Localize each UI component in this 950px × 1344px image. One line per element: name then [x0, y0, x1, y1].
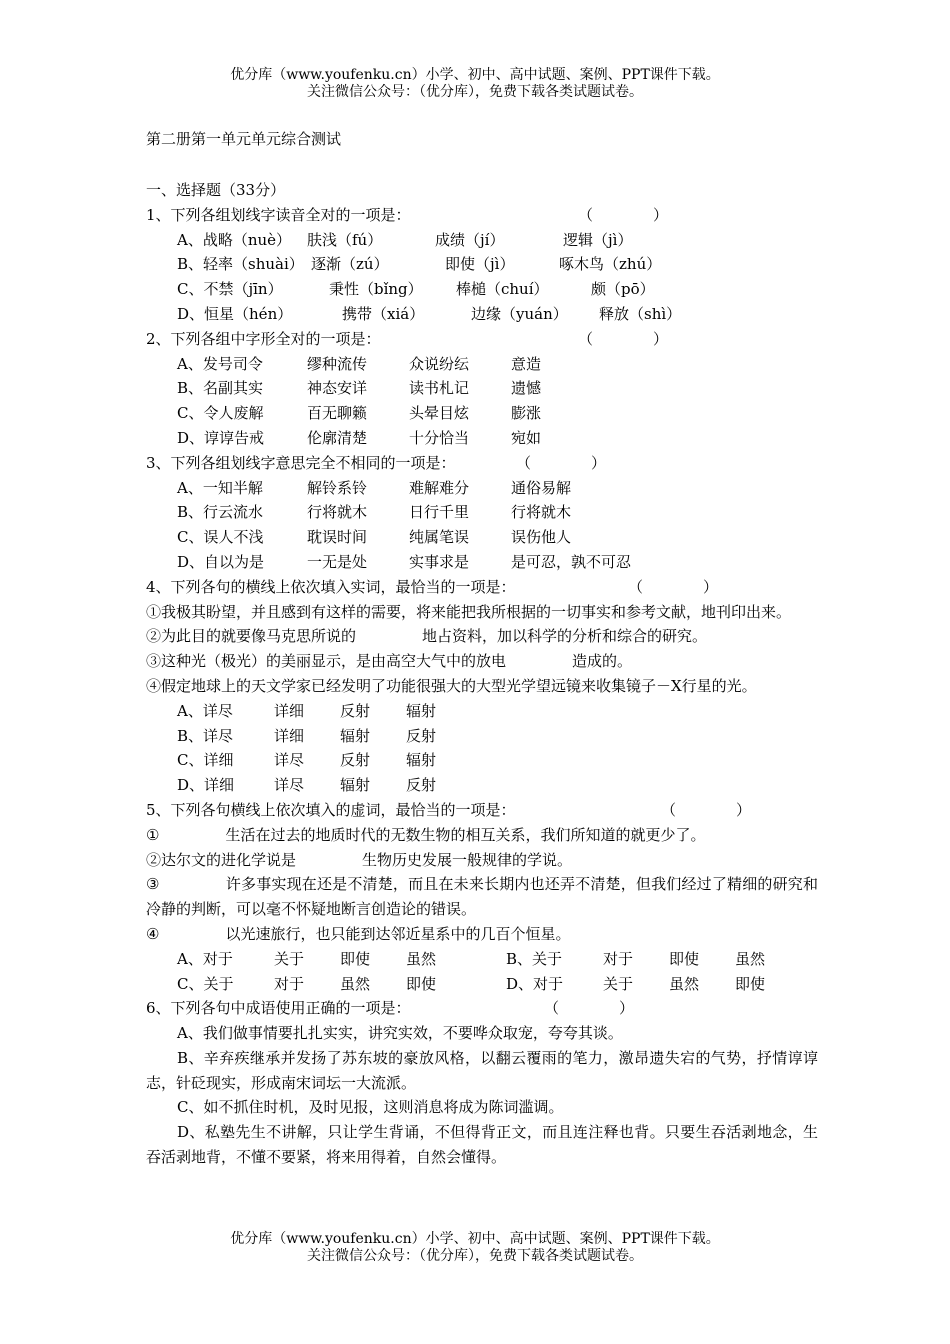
q4-a-4: 辐射 — [406, 701, 437, 720]
q4-s2-post: 地占资料，加以科学的分析和综合的研究。 — [422, 627, 708, 646]
header-line-1: 优分库（www.youfenku.cn）小学、初中、高中试题、案例、PPT课件下载。 — [230, 67, 720, 83]
q4-c-2: 详尽 — [274, 751, 305, 770]
q5-s1-post: 生活在过去的地质时代的无数生物的相互关系，我们所知道的就更少了。 — [225, 825, 706, 844]
q5-r1-3: 即使 — [340, 949, 371, 968]
q3-option-d[interactable] — [146, 550, 818, 575]
q4-s3-post: 造成的。 — [572, 652, 633, 671]
q1-d-2: 携带（xiá） — [342, 304, 425, 323]
q1-a-2: 肤浅（fú） — [307, 230, 383, 249]
q5-r2-5: D、对于 — [506, 974, 564, 993]
q1-option-c[interactable] — [146, 277, 818, 302]
q3-a-4: 通俗易解 — [511, 478, 572, 497]
q1-c-1: C、不禁（jīn） — [177, 280, 283, 299]
q1-b-2: 逐渐（zú） — [311, 255, 389, 274]
q3-a-3: 难解难分 — [409, 478, 470, 497]
q6-option-c[interactable]: C、如不抓住时机，及时见报，这则消息将成为陈词滥调。 — [177, 1098, 564, 1117]
q2-c-4: 膨涨 — [511, 404, 542, 423]
q4-sentence-2 — [146, 624, 818, 649]
q2-a-4: 意造 — [511, 354, 542, 373]
q5-s4-pre: ④ — [146, 924, 160, 943]
q4-d-3: 辐射 — [340, 776, 371, 795]
q1-b-3: 即使（jì） — [445, 255, 515, 274]
q1-b-4: 啄木鸟（zhú） — [559, 255, 662, 274]
q4-option-d[interactable] — [146, 773, 818, 798]
q4-sentence-4: ④假定地球上的天文学家已经发明了功能很强大的大型光学望远镜来收集镜子－X行星的光。 — [146, 676, 757, 695]
q2-answer-paren[interactable]: （ ） — [578, 329, 669, 348]
q3-c-1: C、误人不浅 — [177, 528, 264, 547]
q1-d-1: D、恒星（hén） — [177, 304, 293, 323]
q3-stem — [146, 451, 818, 476]
q2-options — [146, 352, 818, 451]
q2-option-b[interactable] — [146, 376, 818, 401]
q5-r2-2: 对于 — [274, 974, 305, 993]
q2-d-3: 十分恰当 — [409, 428, 470, 447]
q5-r2-4: 即使 — [406, 974, 437, 993]
q4-b-4: 反射 — [406, 726, 437, 745]
q4-options — [146, 699, 818, 798]
q3-option-a[interactable] — [146, 476, 818, 501]
q2-option-d[interactable] — [146, 426, 818, 451]
q5-s3-pre: ③ — [146, 875, 160, 894]
page-header — [0, 67, 950, 101]
q1-option-b[interactable] — [146, 252, 818, 277]
q5-r2-8: 即使 — [735, 974, 766, 993]
q3-b-2: 行将就木 — [307, 503, 368, 522]
q4-sentence-3 — [146, 649, 818, 674]
q4-d-1: D、详细 — [177, 776, 235, 795]
q5-s3-post: 许多事实现在还是不清楚，而且在未来长期内也还弄不清楚，但我们经过了精细的研究和冷静的判断，可以毫不怀疑地断言创造论的错误。 — [146, 875, 818, 919]
q1-c-4: 颇（pō） — [591, 280, 655, 299]
q3-stem-text: 3、下列各组划线字意思完全不相同的一项是： — [146, 453, 456, 472]
q4-d-4: 反射 — [406, 776, 437, 795]
q1-a-4: 逻辑（jì） — [563, 230, 633, 249]
q1-stem — [146, 203, 818, 228]
q4-b-2: 详细 — [274, 726, 305, 745]
footer-line-1: 优分库（www.youfenku.cn）小学、初中、高中试题、案例、PPT课件下载。 — [230, 1231, 720, 1247]
section-heading: 一、选择题（33分） — [146, 181, 286, 199]
q3-c-3: 纯属笔误 — [409, 528, 470, 547]
q4-option-c[interactable] — [146, 748, 818, 773]
footer-line-2: 关注微信公众号：（优分库），免费下载各类试题试卷。 — [307, 1248, 643, 1264]
q2-option-c[interactable] — [146, 401, 818, 426]
q5-r1-6: 对于 — [603, 949, 634, 968]
q1-answer-paren[interactable]: （ ） — [578, 205, 669, 224]
q1-option-d[interactable] — [146, 302, 818, 327]
q2-a-1: A、发号司令 — [177, 354, 263, 373]
q3-options — [146, 476, 818, 575]
q5-r2-6: 关于 — [603, 974, 634, 993]
q4-s2-pre: ②为此目的就要像马克思所说的 — [146, 627, 357, 646]
q5-r1-5: B、关于 — [506, 949, 563, 968]
q5-r1-7: 即使 — [669, 949, 700, 968]
q3-d-3: 实事求是 — [409, 552, 470, 571]
q2-option-a[interactable] — [146, 352, 818, 377]
page-footer — [0, 1231, 950, 1265]
q2-b-4: 遗憾 — [511, 379, 542, 398]
q5-sentence-1 — [146, 823, 818, 848]
q5-r2-7: 虽然 — [669, 974, 700, 993]
q3-option-b[interactable] — [146, 500, 818, 525]
q6-option-a[interactable]: A、我们做事情要扎扎实实，讲究实效，不要哗众取宠，夸夸其谈。 — [177, 1024, 623, 1043]
q4-sentence-1: ①我极其盼望，并且感到有这样的需要，将来能把我所根据的一切事实和参考文献，地刊印出来。 — [146, 602, 792, 621]
q2-stem-text: 2、下列各组中字形全对的一项是： — [146, 329, 381, 348]
q5-r2-3: 虽然 — [340, 974, 371, 993]
q1-stem-text: 1、下列各组划线字读音全对的一项是： — [146, 205, 411, 224]
q1-d-4: 释放（shì） — [599, 304, 682, 323]
q5-s1-pre: ① — [146, 825, 160, 844]
q4-s3-pre: ③这种光（极光）的美丽显示，是由高空大气中的放电 — [146, 652, 507, 671]
q5-r1-8: 虽然 — [735, 949, 766, 968]
q1-a-3: 成绩（jí） — [435, 230, 505, 249]
q5-r1-4: 虽然 — [406, 949, 437, 968]
q2-a-2: 缪种流传 — [307, 354, 368, 373]
q2-c-1: C、令人废解 — [177, 404, 264, 423]
q2-b-3: 读书札记 — [409, 379, 470, 398]
q5-r2-1: C、关于 — [177, 974, 234, 993]
exam-body — [146, 178, 818, 1170]
q6-option-b[interactable]: B、辛弃疾继承并发扬了苏东坡的豪放风格，以翻云覆雨的笔力，激昂遗失宕的气势，抒情谆谆志，针砭现实，形成南宋词坛一大流派。 — [146, 1048, 818, 1092]
header-line-2: 关注微信公众号：（优分库），免费下载各类试题试卷。 — [307, 84, 643, 100]
q3-d-4: 是可忍，孰不可忍 — [511, 552, 632, 571]
q3-a-1: A、一知半解 — [177, 478, 263, 497]
q2-d-1: D、谆谆告戒 — [177, 428, 265, 447]
q4-d-2: 详尽 — [274, 776, 305, 795]
q2-b-2: 神态安详 — [307, 379, 368, 398]
q5-s2-pre: ②达尔文的进化学说是 — [146, 850, 297, 869]
q6-option-d[interactable]: D、私塾先生不讲解，只让学生背诵，不但得背正文，而且连注释也背。只要生吞活剥地念，生吞活剥地背，不懂不要紧，将来用得着，自然会懂得。 — [146, 1123, 818, 1167]
q4-stem-text: 4、下列各句的横线上依次填入实词，最恰当的一项是： — [146, 577, 516, 596]
q3-c-4: 误伤他人 — [511, 528, 572, 547]
doc-title: 第二册第一单元单元综合测试 — [146, 130, 342, 148]
q5-option-row-1[interactable] — [146, 947, 818, 972]
q4-c-1: C、详细 — [177, 751, 234, 770]
q5-option-row-2[interactable] — [146, 972, 818, 997]
q5-options — [146, 947, 818, 997]
q5-sentence-4 — [146, 922, 818, 947]
q6-stem — [146, 996, 818, 1021]
q2-stem — [146, 327, 818, 352]
q3-d-2: 一无是处 — [307, 552, 368, 571]
q4-c-4: 辐射 — [406, 751, 437, 770]
q5-s4-post: 以光速旅行，也只能到达邻近星系中的几百个恒星。 — [225, 924, 571, 943]
q5-r1-2: 关于 — [274, 949, 305, 968]
q5-stem — [146, 798, 818, 823]
q6-stem-text: 6、下列各句中成语使用正确的一项是： — [146, 999, 411, 1018]
q4-stem — [146, 575, 818, 600]
q1-c-3: 棒槌（chuí） — [456, 280, 549, 299]
q1-option-a[interactable] — [146, 228, 818, 253]
q2-d-2: 伦廓清楚 — [307, 428, 368, 447]
q5-stem-text: 5、下列各句横线上依次填入的虚词，最恰当的一项是： — [146, 800, 516, 819]
q4-a-1: A、详尽 — [177, 701, 233, 720]
q4-option-a[interactable] — [146, 699, 818, 724]
q2-b-1: B、名副其实 — [177, 379, 264, 398]
q4-b-1: B、详尽 — [177, 726, 234, 745]
q3-a-2: 解铃系铃 — [307, 478, 368, 497]
q2-d-4: 宛如 — [511, 428, 542, 447]
q6-answer-paren[interactable]: （ ） — [544, 999, 635, 1018]
q2-c-2: 百无聊籁 — [307, 404, 368, 423]
q5-sentence-2 — [146, 848, 818, 873]
q3-answer-paren[interactable]: （ ） — [516, 453, 607, 472]
q3-b-4: 行将就木 — [511, 503, 572, 522]
q4-answer-paren[interactable]: （ ） — [628, 577, 719, 596]
q4-option-b[interactable] — [146, 724, 818, 749]
q1-b-1: B、轻率（shuài） — [177, 255, 304, 274]
q4-a-2: 详细 — [274, 701, 305, 720]
q1-d-3: 边缘（yuán） — [471, 304, 568, 323]
q3-option-c[interactable] — [146, 525, 818, 550]
q1-c-2: 秉性（bǐng） — [329, 280, 423, 299]
q5-s2-post: 生物历史发展一般规律的学说。 — [362, 850, 573, 869]
q3-b-3: 日行千里 — [409, 503, 470, 522]
q1-options — [146, 228, 818, 327]
q4-b-3: 辐射 — [340, 726, 371, 745]
q5-sentence-3 — [146, 872, 818, 922]
q2-c-3: 头晕目炫 — [409, 404, 470, 423]
q5-answer-paren[interactable]: （ ） — [661, 800, 752, 819]
q2-a-3: 众说纷纭 — [409, 354, 470, 373]
q5-r1-1: A、对于 — [177, 949, 233, 968]
q4-a-3: 反射 — [340, 701, 371, 720]
q4-c-3: 反射 — [340, 751, 371, 770]
q1-a-1: A、战略（nuè） — [177, 230, 292, 249]
q3-d-1: D、自以为是 — [177, 552, 265, 571]
q3-c-2: 耽误时间 — [307, 528, 368, 547]
q3-b-1: B、行云流水 — [177, 503, 264, 522]
